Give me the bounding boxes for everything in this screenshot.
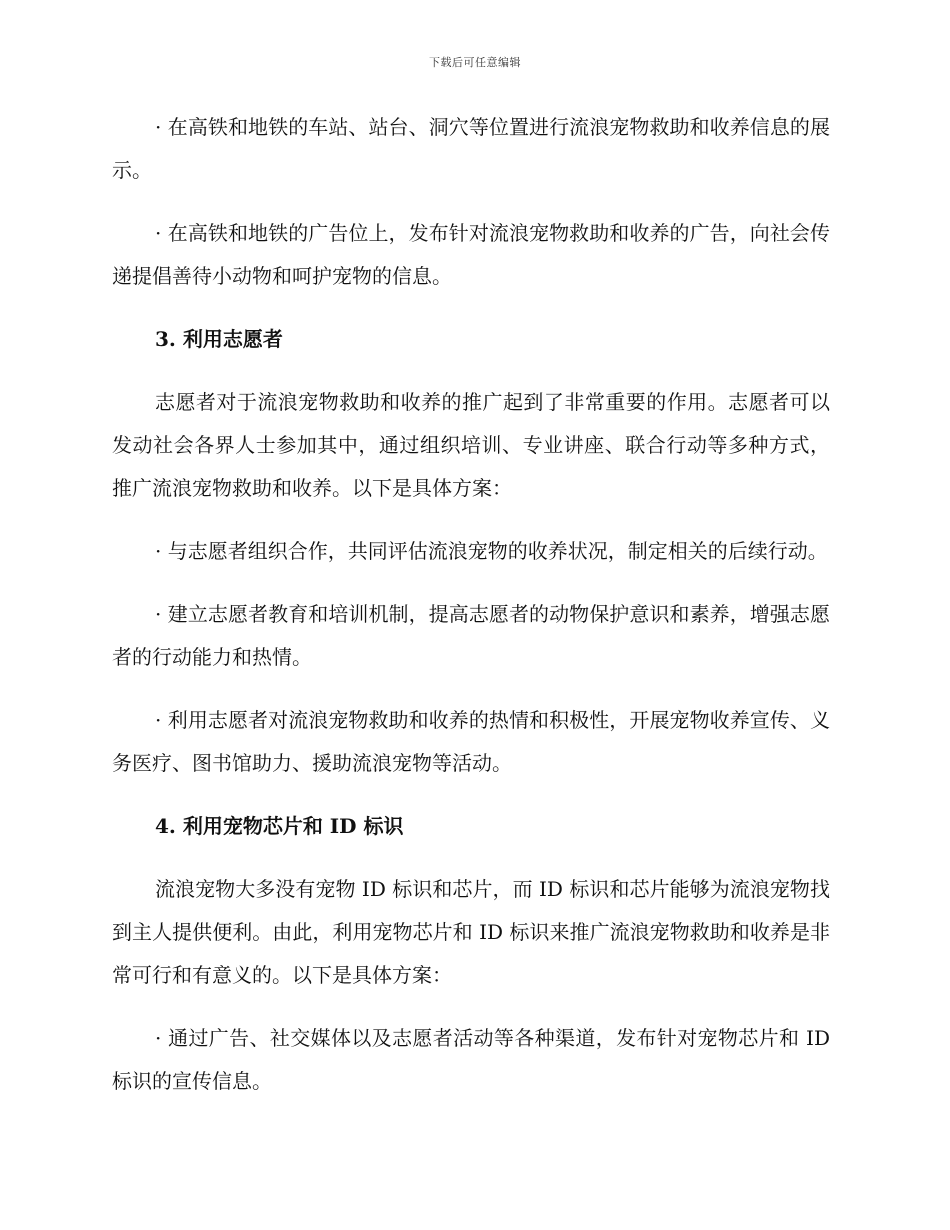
paragraph-pet-chip-intro: 流浪宠物大多没有宠物 ID 标识和芯片，而 ID 标识和芯片能够为流浪宠物找到主人提供便利。由此，利用宠物芯片和 ID 标识来推广流浪宠物救助和收养是非常可行和有意义的。以下是具体方案： — [112, 877, 830, 987]
section-heading-volunteers: 3. 利用志愿者 — [155, 327, 283, 351]
paragraph-volunteers-intro: 志愿者对于流浪宠物救助和收养的推广起到了非常重要的作用。志愿者可以发动社会各界人士参加其中，通过组织培训、专业讲座、联合行动等多种方式，推广流浪宠物救助和收养。以下是具体方案： — [112, 390, 830, 500]
bullet-paragraph-volunteer-training: · 建立志愿者教育和培训机制，提高志愿者的动物保护意识和素养，增强志愿者的行动能力和热情。 — [112, 602, 830, 669]
bullet-paragraph-chip-publicity: · 通过广告、社交媒体以及志愿者活动等各种渠道，发布针对宠物芯片和 ID 标识的宣传信息。 — [112, 1026, 830, 1093]
section-heading-pet-chip-id: 4. 利用宠物芯片和 ID 标识 — [155, 814, 404, 838]
bullet-paragraph-volunteer-activities: · 利用志愿者对流浪宠物救助和收养的热情和积极性，开展宠物收养宣传、义务医疗、图书馆助力、援助流浪宠物等活动。 — [112, 708, 830, 775]
page-content — [112, 106, 830, 1123]
bullet-paragraph-advertising: · 在高铁和地铁的广告位上，发布针对流浪宠物救助和收养的广告，向社会传递提倡善待小动物和呵护宠物的信息。 — [112, 221, 830, 288]
bullet-paragraph-station-display: · 在高铁和地铁的车站、站台、洞穴等位置进行流浪宠物救助和收养信息的展示。 — [112, 115, 830, 182]
bullet-paragraph-volunteer-cooperation: · 与志愿者组织合作，共同评估流浪宠物的收养状况，制定相关的后续行动。 — [155, 539, 828, 563]
page-header: 下载后可任意编辑 — [429, 56, 521, 69]
